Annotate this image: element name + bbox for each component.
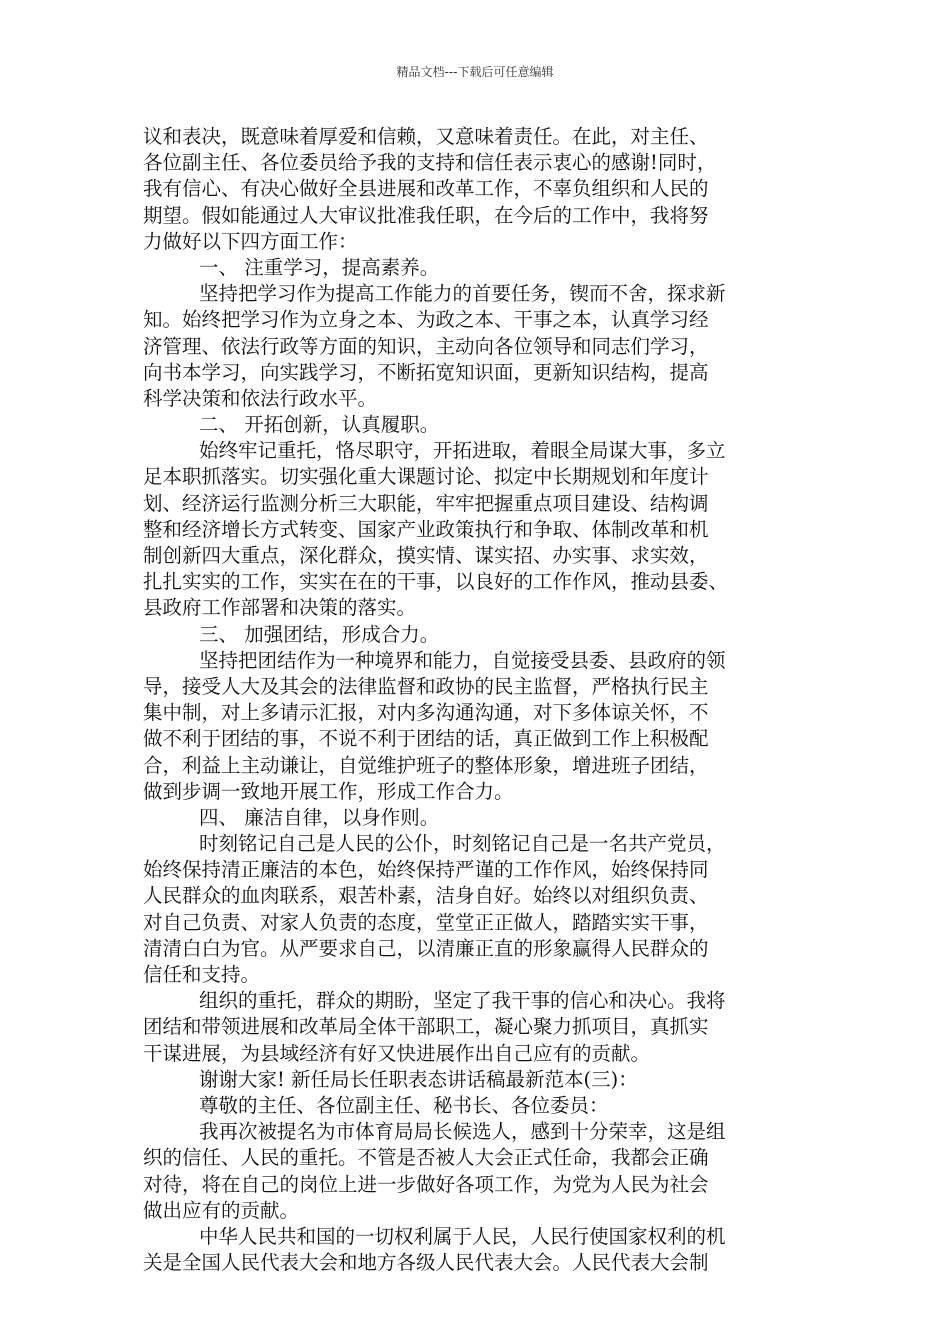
text-line: 中华人民共和国的一切权利属于人民，人民行使国家权利的机 — [199, 1224, 726, 1248]
text-line: 坚持把学习作为提高工作能力的首要任务，锲而不舍，探求新 — [199, 282, 726, 306]
text-line: 济管理、依法行政等方面的知识，主动向各位领导和同志们学习， — [143, 334, 709, 358]
text-line: 划、经济运行监测分析三大职能，牢牢把握重点项目建设、结构调 — [143, 491, 709, 515]
text-line: 我再次被提名为市体育局局长候选人，感到十分荣幸，这是组 — [199, 1120, 726, 1144]
text-line: 科学决策和依法行政水平。 — [143, 386, 378, 410]
text-line: 坚持把团结作为一种境界和能力，自觉接受县委、县政府的领 — [199, 648, 726, 672]
text-line: 三、 加强团结，形成合力。 — [199, 622, 440, 646]
text-line: 二、 开拓创新，认真履职。 — [199, 413, 440, 437]
text-line: 对待，将在自己的岗位上进一步做好各项工作，为党为人民为社会 — [143, 1172, 709, 1196]
text-line: 知。始终把学习作为立身之本、为政之本、干事之本，认真学习经 — [143, 308, 709, 332]
text-line: 干谋进展，为县域经济有好又快进展作出自己应有的贡献。 — [143, 1041, 651, 1065]
text-line: 始终保持清正廉洁的本色，始终保持严谨的工作作风，始终保持同 — [143, 858, 709, 882]
text-line: 议和表决，既意味着厚爱和信赖，又意味着责任。在此，对主任、 — [143, 125, 709, 148]
text-line: 时刻铭记自己是人民的公仆，时刻铭记自己是一名共产党员， — [199, 832, 726, 856]
text-line: 力做好以下四方面工作： — [143, 229, 358, 253]
text-line: 尊敬的主任、各位副主任、秘书长、各位委员： — [199, 1093, 609, 1117]
text-line: 制创新四大重点，深化群众，摸实情、谋实招、办实事、求实效， — [143, 544, 709, 567]
text-line: 对自己负责、对家人负责的态度，堂堂正正做人，踏踏实实干事， — [143, 910, 709, 934]
text-line: 县政府工作部署和决策的落实。 — [143, 596, 417, 620]
text-line: 组织的重托，群众的期盼，坚定了我干事的信心和决心。我将 — [199, 989, 726, 1013]
text-line: 我有信心、有决心做好全县进展和改革工作，不辜负组织和人民的 — [143, 177, 709, 201]
page-header: 精品文档---下载后可任意编辑 — [396, 65, 554, 79]
text-line: 人民群众的血肉联系，艰苦朴素，洁身自好。始终以对组织负责、 — [143, 884, 709, 908]
text-line: 关是全国人民代表大会和地方各级人民代表大会。人民代表大会制 — [143, 1251, 709, 1275]
text-line: 集中制，对上多请示汇报，对内多沟通沟通，对下多体谅关怀，不 — [143, 701, 709, 725]
text-line: 谢谢大家! 新任局长任职表态讲话稿最新范本(三)： — [199, 1067, 638, 1091]
text-line: 做出应有的贡献。 — [143, 1198, 300, 1222]
text-line: 做到步调一致地开展工作，形成工作合力。 — [143, 779, 514, 803]
text-line: 各位副主任、各位委员给予我的支持和信任表示衷心的感谢!同时， — [143, 151, 717, 175]
text-line: 信任和支持。 — [143, 963, 261, 986]
text-line: 清清白白为官。从严要求自己，以清廉正直的形象赢得人民群众的 — [143, 936, 709, 960]
text-line: 扎扎实实的工作，实实在在的干事，以良好的工作作风，推动县委、 — [143, 570, 729, 594]
text-line: 整和经济增长方式转变、国家产业政策执行和争取、体制改革和机 — [143, 517, 709, 541]
text-line: 始终牢记重托，恪尽职守，开拓进取，着眼全局谋大事，多立 — [199, 439, 726, 463]
text-line: 织的信任、人民的重托。不管是否被人大会正式任命，我都会正确 — [143, 1146, 709, 1170]
text-line: 合，利益上主动谦让，自觉维护班子的整体形象，增进班子团结， — [143, 753, 709, 777]
document-body — [143, 124, 833, 1276]
text-line: 足本职抓落实。切实强化重大课题讨论、拟定中长期规划和年度计 — [143, 465, 709, 489]
text-line: 团结和带领进展和改革局全体干部职工，凝心聚力抓项目，真抓实 — [143, 1015, 709, 1039]
text-line: 期望。假如能通过人大审议批准我任职，在今后的工作中，我将努 — [143, 203, 709, 227]
text-line: 做不利于团结的事，不说不利于团结的话，真正做到工作上积极配 — [143, 727, 709, 751]
text-line: 四、 廉洁自律，以身作则。 — [199, 805, 440, 829]
text-line: 导，接受人大及其会的法律监督和政协的民主监督，严格执行民主 — [143, 674, 709, 698]
text-line: 向书本学习，向实践学习，不断拓宽知识面，更新知识结构，提高 — [143, 360, 709, 384]
text-line: 一、 注重学习，提高素养。 — [199, 255, 440, 279]
